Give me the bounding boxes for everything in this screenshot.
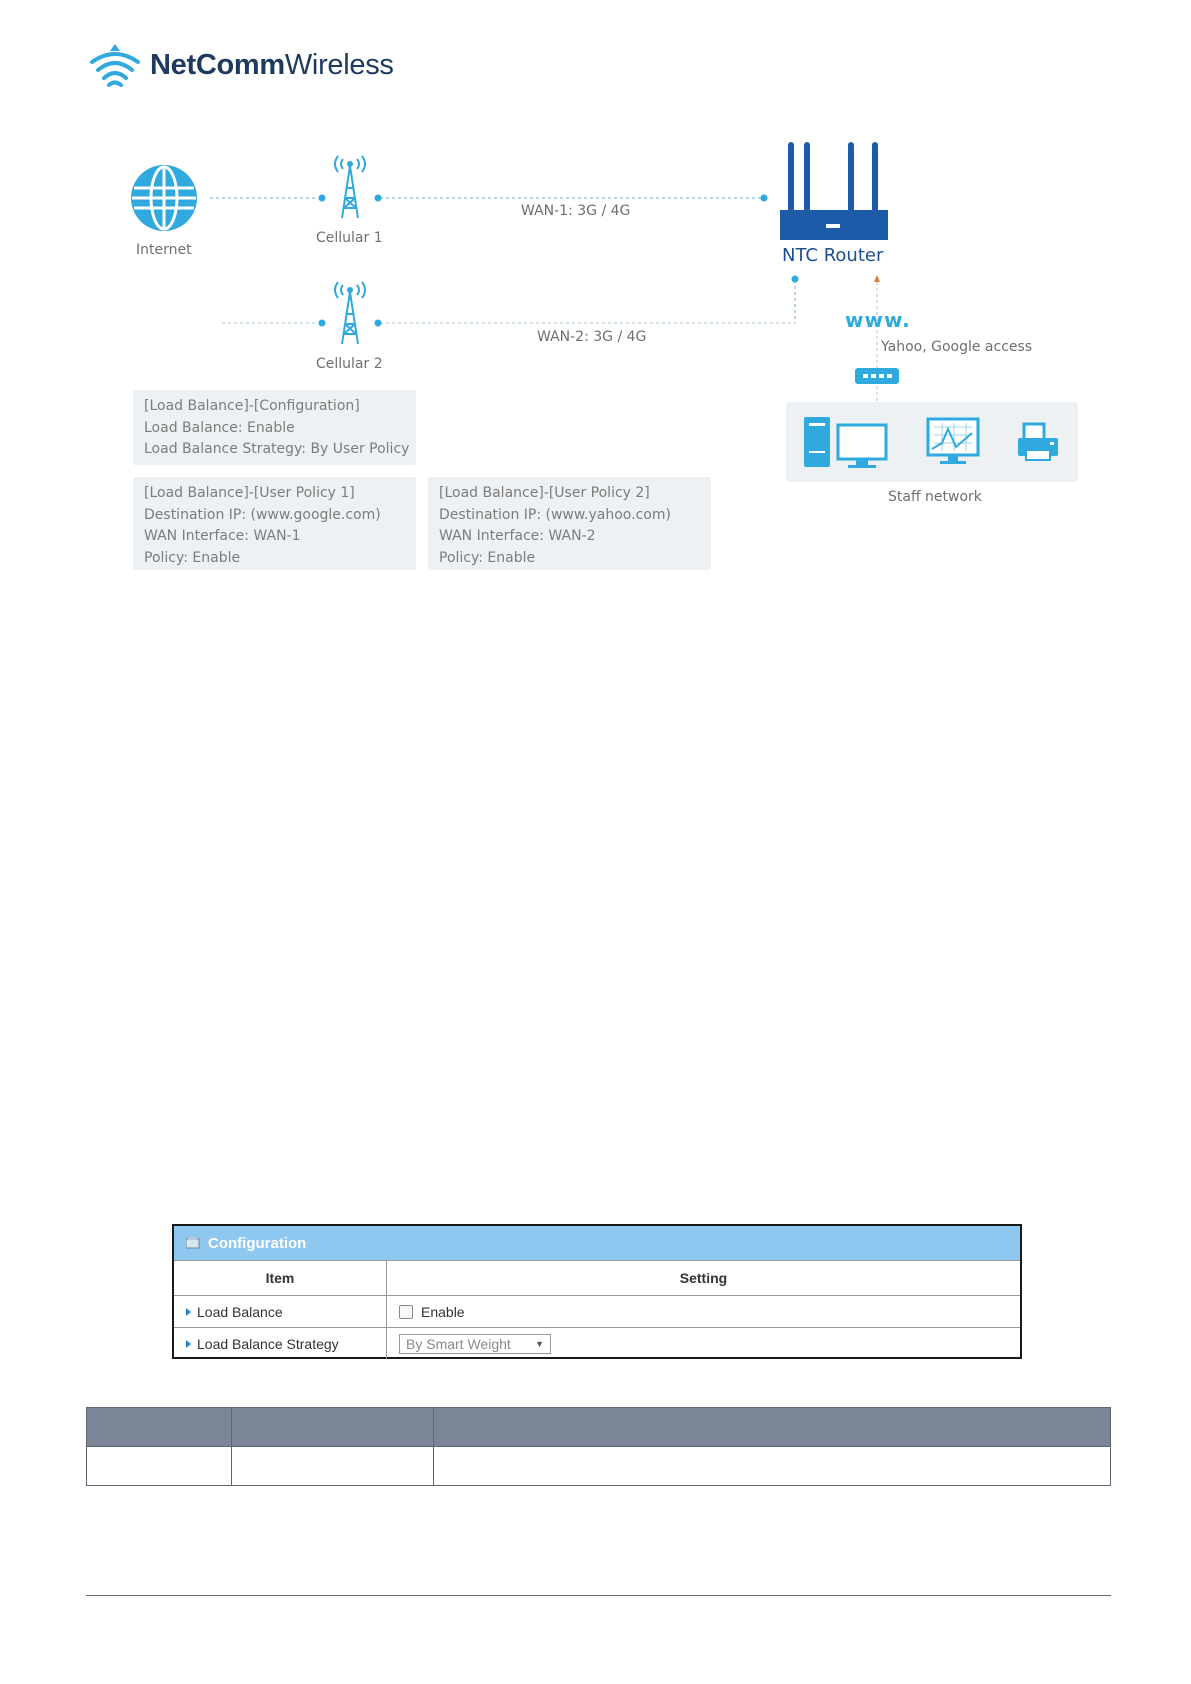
strategy-selected-value: By Smart Weight xyxy=(406,1335,511,1352)
cell-tower-icon xyxy=(328,152,372,220)
load-balance-enable-checkbox[interactable] xyxy=(399,1305,413,1319)
router-icon xyxy=(778,140,890,244)
policy2-box-line: WAN Interface: WAN-2 xyxy=(439,528,596,544)
header-item: Item xyxy=(174,1261,387,1295)
globe-icon xyxy=(130,164,198,232)
footer-divider xyxy=(86,1595,1111,1596)
config-box-title: [Load Balance]-[Configuration] xyxy=(144,398,360,414)
load-balance-strategy-label: Load Balance Strategy xyxy=(197,1335,339,1352)
load-balance-strategy-row xyxy=(174,1327,1020,1359)
router-label: NTC Router xyxy=(782,245,884,266)
configuration-title: Configuration xyxy=(208,1234,307,1252)
configuration-header-row xyxy=(174,1260,1020,1295)
policy2-box-line: Destination IP: (www.yahoo.com) xyxy=(439,506,671,523)
policy2-info-box xyxy=(428,477,711,570)
cell-tower-icon xyxy=(328,278,372,346)
bullet-arrow-icon xyxy=(186,1308,191,1316)
parameter-table-row xyxy=(87,1447,1111,1486)
staff-network-label: Staff network xyxy=(888,489,982,505)
staff-network-panel xyxy=(786,402,1078,482)
brand-name: NetCommWireless xyxy=(150,48,394,81)
bullet-arrow-icon xyxy=(186,1340,191,1348)
config-box-line: Load Balance: Enable xyxy=(144,419,295,436)
policy1-box-line: Destination IP: (www.google.com) xyxy=(144,506,381,523)
config-info-box xyxy=(133,390,416,465)
policy2-box-title: [Load Balance]-[User Policy 2] xyxy=(439,485,650,501)
cellular2-label: Cellular 2 xyxy=(316,356,383,372)
access-label: Yahoo, Google access xyxy=(881,339,1033,355)
dropdown-arrow-icon: ▼ xyxy=(535,1338,544,1349)
policy2-box-line: Policy: Enable xyxy=(439,549,536,566)
load-balance-strategy-select[interactable] xyxy=(399,1334,551,1354)
monitor-chart-icon xyxy=(926,417,980,467)
policy1-box-title: [Load Balance]-[User Policy 1] xyxy=(144,485,355,501)
header-setting: Setting xyxy=(679,1270,728,1286)
panel-icon xyxy=(186,1237,200,1249)
load-balance-row xyxy=(174,1295,1020,1327)
policy1-info-box xyxy=(133,477,416,570)
printer-icon xyxy=(1016,422,1060,462)
load-balance-label: Load Balance xyxy=(197,1303,283,1320)
desktop-computer-icon xyxy=(802,415,892,471)
policy1-box-line: WAN Interface: WAN-1 xyxy=(144,528,301,544)
parameter-table xyxy=(86,1407,1111,1486)
cellular1-label: Cellular 1 xyxy=(316,230,383,246)
wan2-label: WAN-2: 3G / 4G xyxy=(537,329,647,345)
switch-icon xyxy=(855,368,899,384)
policy1-box-line: Policy: Enable xyxy=(144,549,241,566)
configuration-title-bar xyxy=(174,1226,1020,1260)
parameter-table-header xyxy=(87,1408,1111,1447)
load-balance-enable-label: Enable xyxy=(421,1303,465,1320)
network-diagram xyxy=(0,0,1191,600)
configuration-panel xyxy=(172,1224,1022,1359)
config-box-line: Load Balance Strategy: By User Policy xyxy=(144,441,410,457)
www-label: www. xyxy=(845,308,911,332)
internet-label: Internet xyxy=(136,242,192,258)
wan1-label: WAN-1: 3G / 4G xyxy=(521,203,631,219)
